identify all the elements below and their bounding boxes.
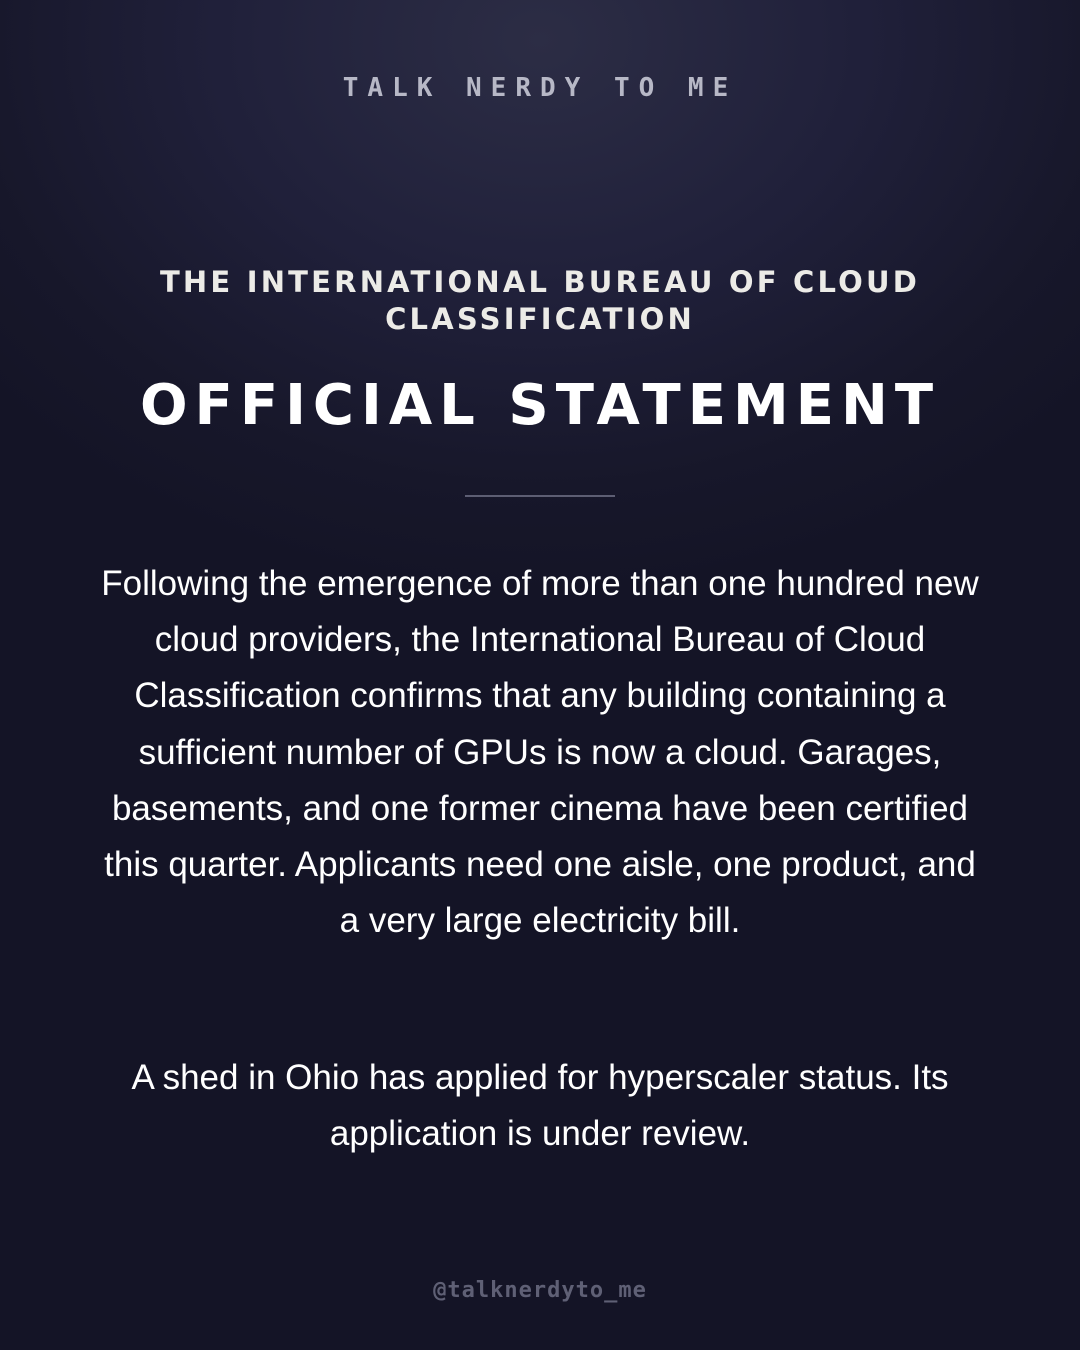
divider [465,495,615,497]
statement-paragraph-2: A shed in Ohio has applied for hyperscaler status. Its application is under review. [131,1058,949,1154]
social-handle: @talknerdyto_me [433,1278,647,1303]
organization-name: THE INTERNATIONAL BUREAU OF CLOUD CLASSIFICATION [159,265,921,336]
statement-paragraph-1: Following the emergence of more than one hundred new cloud providers, the International Bureau of Cloud Classification confirms that any building containing a sufficient number of GPUs is now a cloud. Garages, basements, and one former cinema have been certified this quarter. Applicants need one aisle, one product, and a very large electricity bill. [101,564,979,941]
brand-header: TALK NERDY TO ME [342,73,738,103]
statement-title: OFFICIAL STATEMENT [139,373,941,438]
